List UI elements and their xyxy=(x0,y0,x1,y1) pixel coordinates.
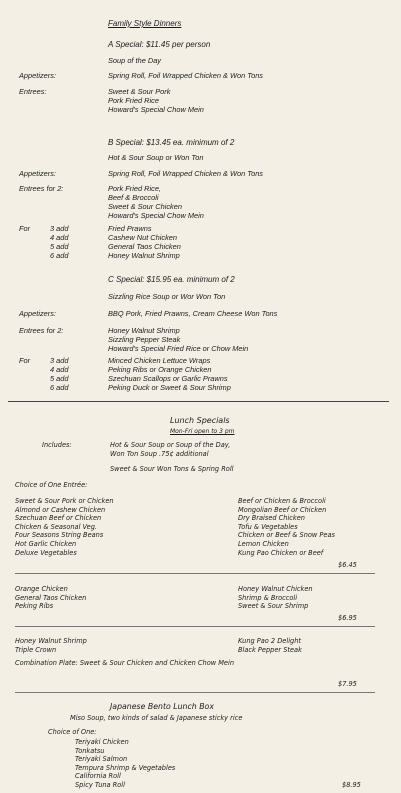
list-item: Lemon Chicken xyxy=(238,539,289,548)
special-b-appetizers: Spring Roll, Foil Wrapped Chicken & Won Tons xyxy=(108,169,263,178)
special-b-entrees-label: Entrees for 2: xyxy=(19,184,64,193)
special-c-for-label: For xyxy=(19,356,31,365)
bento-price: $8.95 xyxy=(342,781,361,789)
list-item: Chicken or Beef & Snow Peas xyxy=(238,531,335,540)
special-a-entrees-list xyxy=(108,87,204,114)
lunch-group1-right xyxy=(238,497,335,557)
lunch-combination: Combination Plate: Sweet & Sour Chicken and Chicken Chow Mein xyxy=(15,659,234,667)
bento-description: Miso Soup, two kinds of salad & Japanese sticky rice xyxy=(70,714,243,722)
list-item: Beef & Broccoli xyxy=(108,193,159,202)
special-c-heading: C Special: $15.95 ea. minimum of 2 xyxy=(108,275,235,284)
special-b-adds xyxy=(50,224,69,260)
lunch-divider xyxy=(15,573,375,574)
list-item: Beef or Chicken & Broccoli xyxy=(238,497,326,505)
special-b-soup: Hot & Sour Soup or Won Ton xyxy=(108,153,204,162)
section-divider xyxy=(8,401,389,402)
list-item: Spicy Tuna Roll xyxy=(75,780,125,789)
list-item: Pork Fried Rice, xyxy=(108,184,161,193)
list-item: Sweet & Sour Pork xyxy=(108,87,171,96)
lunch-title: Lunch Specials xyxy=(170,416,230,425)
special-b-entrees-list xyxy=(108,184,204,220)
lunch-group2-right xyxy=(238,585,313,611)
list-item: Four Seasons String Beans xyxy=(15,531,104,540)
list-item: Triple Crown xyxy=(15,645,57,654)
special-b-heading: B Special: $13.45 ea. minimum of 2 xyxy=(108,138,235,147)
add-count: 5 add xyxy=(50,374,69,383)
list-item: Sweet & Sour Chicken xyxy=(108,202,182,211)
list-item: California Roll xyxy=(75,772,121,781)
list-item: Peking Duck or Sweet & Sour Shrimp xyxy=(108,383,231,392)
list-item: Kung Pao Chicken or Beef xyxy=(238,548,324,557)
family-title: Family Style Dinners xyxy=(108,19,182,28)
list-item: Szechuan Scallops or Garlic Prawns xyxy=(108,374,228,383)
special-c-soup: Sizzling Rice Soup or Wor Won Ton xyxy=(108,292,226,301)
lunch-price-1: $6.45 xyxy=(338,561,357,569)
list-item: Almond or Cashew Chicken xyxy=(15,505,106,514)
bento-title: Japanese Bento Lunch Box xyxy=(110,702,214,711)
add-count: 4 add xyxy=(50,365,69,374)
list-item: Tempura Shrimp & Vegetables xyxy=(75,763,176,772)
list-item: Sweet & Sour Pork or Chicken xyxy=(15,497,114,505)
list-item: Howard's Special Chow Mein xyxy=(108,105,204,114)
lunch-divider xyxy=(15,692,375,693)
special-a-soup: Soup of the Day xyxy=(108,56,162,65)
list-item: Teriyaki Chicken xyxy=(75,738,129,746)
lunch-group1-left xyxy=(15,497,114,557)
special-a-heading: A Special: $11.45 per person xyxy=(108,40,211,49)
list-item: Peking Ribs or Orange Chicken xyxy=(108,365,212,374)
list-item: Shrimp & Broccoli xyxy=(238,593,298,602)
add-count: 3 add xyxy=(50,356,69,365)
list-item: Pork Fried Rice xyxy=(108,96,159,105)
list-item: Cashew Nut Chicken xyxy=(108,233,178,242)
list-item: Won Ton Soup .75¢ additional xyxy=(110,449,209,458)
list-item: Mongolian Beef or Chicken xyxy=(238,505,327,514)
list-item: Chicken & Seasonal Veg. xyxy=(15,522,97,531)
bento-items xyxy=(75,738,175,790)
list-item: Orange Chicken xyxy=(15,585,68,593)
list-item: General Taos Chicken xyxy=(15,593,87,602)
list-item: Honey Walnut Shrimp xyxy=(108,251,180,260)
list-item: Hot Garlic Chicken xyxy=(15,539,77,548)
special-c-entrees-label: Entrees for 2: xyxy=(19,326,64,335)
lunch-hours: Mon-Fri open to 3 pm xyxy=(170,428,235,435)
special-c-appetizers: BBQ Pork, Fried Prawns, Cream Cheese Won Tons xyxy=(108,309,278,318)
special-b-appetizers-label: Appetizers: xyxy=(19,169,56,178)
list-item: Honey Walnut Chicken xyxy=(238,585,313,593)
list-item: Black Pepper Steak xyxy=(238,645,302,654)
list-item: Howard's Special Chow Mein xyxy=(108,211,204,220)
list-item: Howard's Special Fried Rice or Chow Mein xyxy=(108,344,249,353)
lunch-group3-left xyxy=(15,637,87,654)
bento-choice-label: Choice of One: xyxy=(48,728,97,736)
list-item: Hot & Sour Soup or Soup of the Day, xyxy=(110,441,231,449)
list-item: Minced Chicken Lettuce Wraps xyxy=(108,356,211,365)
lunch-includes-list xyxy=(110,441,230,458)
lunch-group2-left xyxy=(15,585,86,611)
lunch-group3-right xyxy=(238,637,302,654)
list-item: Tonkatsu xyxy=(75,746,105,755)
list-item: Fried Prawns xyxy=(108,224,152,233)
lunch-extra: Sweet & Sour Won Tons & Spring Roll xyxy=(110,465,234,473)
list-item: Peking Ribs xyxy=(15,602,54,611)
list-item: General Taos Chicken xyxy=(108,242,181,251)
add-count: 4 add xyxy=(50,233,69,242)
lunch-choice-label: Choice of One Entrée: xyxy=(15,481,88,489)
special-c-adds xyxy=(50,356,69,392)
lunch-includes-label: Includes: xyxy=(42,441,72,449)
special-b-for-label: For xyxy=(19,224,31,233)
lunch-price-2: $6.95 xyxy=(338,614,357,622)
list-item: Szechuan Beef or Chicken xyxy=(15,514,102,523)
special-a-appetizers-label: Appetizers: xyxy=(19,71,56,80)
add-count: 6 add xyxy=(50,251,69,260)
add-count: 3 add xyxy=(50,224,69,233)
special-a-appetizers: Spring Roll, Foil Wrapped Chicken & Won Tons xyxy=(108,71,263,80)
list-item: Teriyaki Salmon xyxy=(75,755,128,764)
list-item: Dry Braised Chicken xyxy=(238,514,305,523)
list-item: Kung Pao 2 Delight xyxy=(238,637,301,645)
list-item: Sweet & Sour Shrimp xyxy=(238,602,309,611)
special-b-add-items xyxy=(108,224,181,260)
add-count: 6 add xyxy=(50,383,69,392)
special-a-entrees-label: Entrees: xyxy=(19,87,47,96)
lunch-price-3: $7.95 xyxy=(338,680,357,688)
special-c-entrees-list xyxy=(108,326,248,353)
list-item: Sizzling Pepper Steak xyxy=(108,335,181,344)
list-item: Honey Walnut Shrimp xyxy=(108,326,180,335)
list-item: Honey Walnut Shrimp xyxy=(15,637,87,645)
lunch-divider xyxy=(15,626,375,627)
add-count: 5 add xyxy=(50,242,69,251)
special-c-appetizers-label: Appetizers: xyxy=(19,309,56,318)
list-item: Deluxe Vegetables xyxy=(15,548,77,557)
list-item: Tofu & Vegetables xyxy=(238,522,298,531)
special-c-add-items xyxy=(108,356,231,392)
